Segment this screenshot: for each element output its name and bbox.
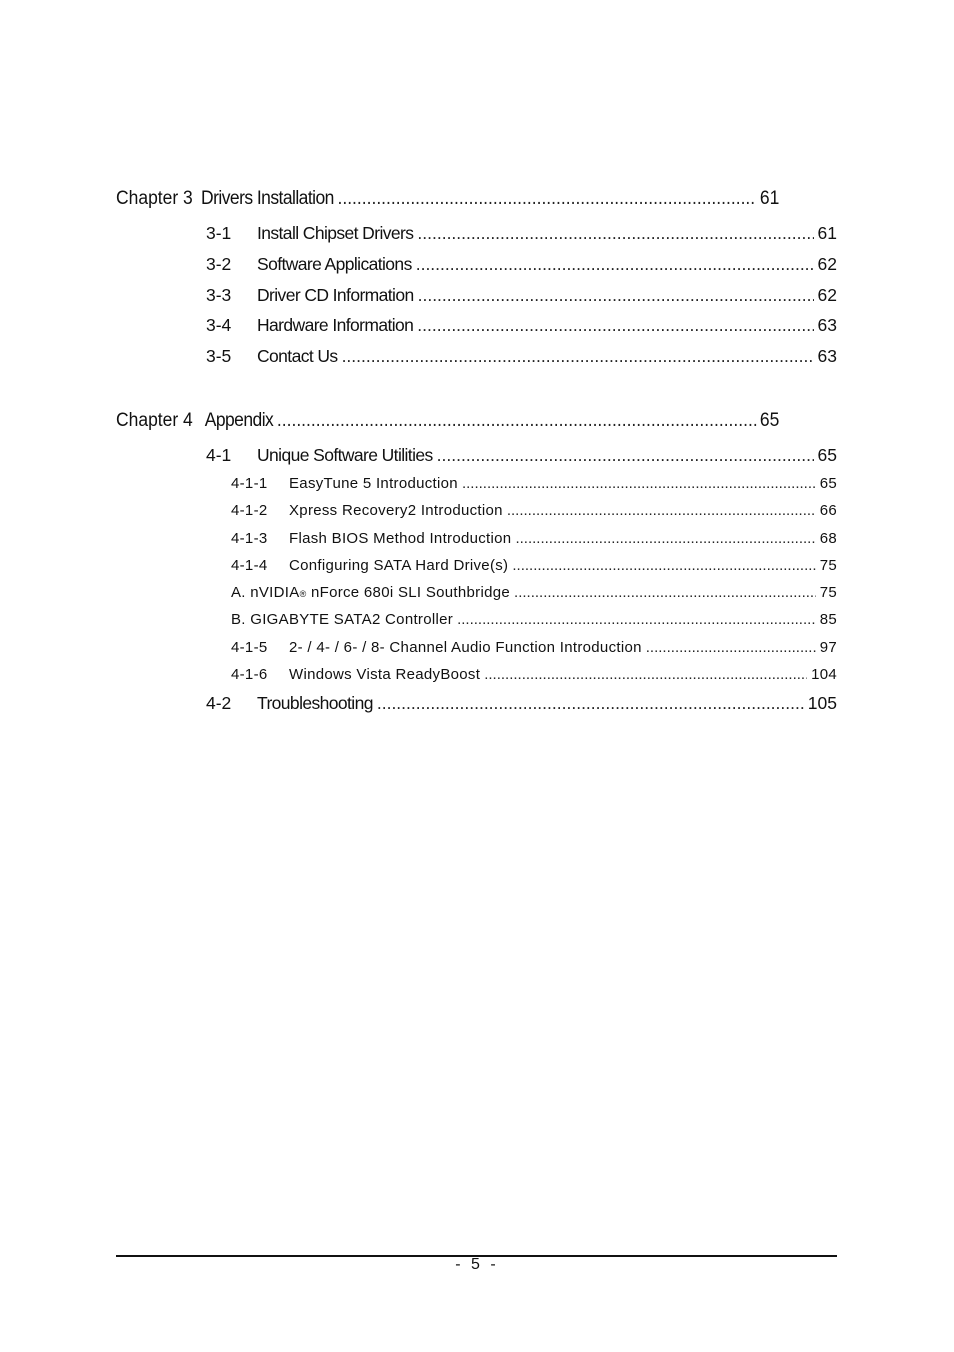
entry-number: 4-1-1 <box>231 475 268 492</box>
dot-leader <box>277 410 756 432</box>
toc-entry-4-1-6[interactable] <box>231 666 837 683</box>
page-number: 65 <box>817 445 837 465</box>
entry-number: 4-1-4 <box>231 557 268 574</box>
dot-leader <box>646 639 816 656</box>
dot-leader <box>457 611 816 628</box>
page-number: 105 <box>807 693 837 713</box>
toc-entry-3-3[interactable] <box>206 285 837 306</box>
toc-chapter-3[interactable] <box>116 188 779 210</box>
entry-number: 3-3 <box>206 285 232 305</box>
entry-number: 3-1 <box>206 223 232 243</box>
dot-leader <box>416 254 814 275</box>
dot-leader <box>514 584 816 601</box>
dot-leader <box>337 188 756 210</box>
toc-entry-gigabyte-sata2[interactable] <box>231 611 837 628</box>
entry-title: Driver CD Information <box>257 285 414 305</box>
page-number: 63 <box>817 346 837 366</box>
dot-leader <box>417 223 813 244</box>
page-number: 75 <box>819 557 837 574</box>
entry-title: Unique Software Utilities <box>257 445 433 465</box>
dot-leader <box>418 285 814 306</box>
entry-title: Xpress Recovery2 Introduction <box>289 502 503 519</box>
page-number: 65 <box>759 410 780 431</box>
entry-number: 4-1 <box>206 445 232 465</box>
toc-entry-4-1[interactable] <box>206 445 837 466</box>
entry-number: 4-1-2 <box>231 502 268 519</box>
page-number: 66 <box>819 502 837 519</box>
toc-entry-4-1-5[interactable] <box>231 639 837 656</box>
toc-entry-4-1-3[interactable] <box>231 530 837 547</box>
chapter-title: Appendix <box>204 410 274 431</box>
dot-leader <box>515 530 815 547</box>
entry-title: EasyTune 5 Introduction <box>289 475 458 492</box>
entry-title: nForce 680i SLI Southbridge <box>306 584 511 601</box>
dot-leader <box>437 445 814 466</box>
entry-number: 4-1-6 <box>231 666 268 683</box>
toc-entry-4-2[interactable] <box>206 693 837 714</box>
toc-chapter-4[interactable] <box>116 410 779 432</box>
entry-title: Configuring SATA Hard Drive(s) <box>289 557 509 574</box>
entry-title: B. GIGABYTE SATA2 Controller <box>231 611 454 628</box>
dot-leader <box>417 315 813 336</box>
toc-entry-3-1[interactable] <box>206 223 837 244</box>
toc-entry-4-1-4[interactable] <box>231 557 837 574</box>
entry-title: Flash BIOS Method Introduction <box>289 530 512 547</box>
page-number: 62 <box>817 285 837 305</box>
chapter-label: Chapter 3 <box>116 188 193 209</box>
entry-title: Contact Us <box>257 346 338 366</box>
entry-title: Troubleshooting <box>257 693 373 713</box>
toc-entry-nvidia-southbridge[interactable]: A. nVIDIA ® nForce 680i SLI Southbridge ..... 75 <box>231 584 837 601</box>
toc-entry-3-4[interactable] <box>206 315 837 336</box>
toc-entry-3-5[interactable] <box>206 346 837 367</box>
page-number: 97 <box>819 639 837 656</box>
entry-number: 4-1-5 <box>231 639 268 656</box>
entry-title-prefix: A. nVIDIA <box>231 584 300 601</box>
entry-number: 3-4 <box>206 315 232 335</box>
page-number: 104 <box>811 666 837 683</box>
entry-title: Hardware Information <box>257 315 414 335</box>
page-number: 62 <box>817 254 837 274</box>
page-number: 61 <box>759 188 780 209</box>
entry-number: 3-5 <box>206 346 232 366</box>
dot-leader <box>342 346 814 367</box>
page-number: 68 <box>819 530 837 547</box>
toc-entry-3-2[interactable] <box>206 254 837 275</box>
page-number: 63 <box>817 315 837 335</box>
toc-entry-4-1-1[interactable] <box>231 475 837 492</box>
entry-title: Windows Vista ReadyBoost <box>289 666 481 683</box>
page-number: 61 <box>817 223 837 243</box>
page-number: 75 <box>819 584 837 601</box>
entry-title: Install Chipset Drivers <box>257 223 414 243</box>
entry-title: Software Applications <box>257 254 412 274</box>
entry-number: 3-2 <box>206 254 232 274</box>
entry-number: 4-1-3 <box>231 530 268 547</box>
dot-leader <box>462 475 816 492</box>
dot-leader <box>484 666 807 683</box>
page-number: 65 <box>819 475 837 492</box>
entry-number: 4-2 <box>206 693 232 713</box>
dot-leader <box>507 502 816 519</box>
footer-page-number: - 5 - <box>455 1256 499 1273</box>
entry-title: 2- / 4- / 6- / 8- Channel Audio Function Introduction <box>289 639 642 656</box>
dot-leader <box>377 693 804 714</box>
page-number: 85 <box>819 611 837 628</box>
chapter-label: Chapter 4 <box>116 410 193 431</box>
toc-entry-4-1-2[interactable] <box>231 502 837 519</box>
chapter-title: Drivers Installation <box>201 188 334 209</box>
dot-leader <box>512 557 815 574</box>
